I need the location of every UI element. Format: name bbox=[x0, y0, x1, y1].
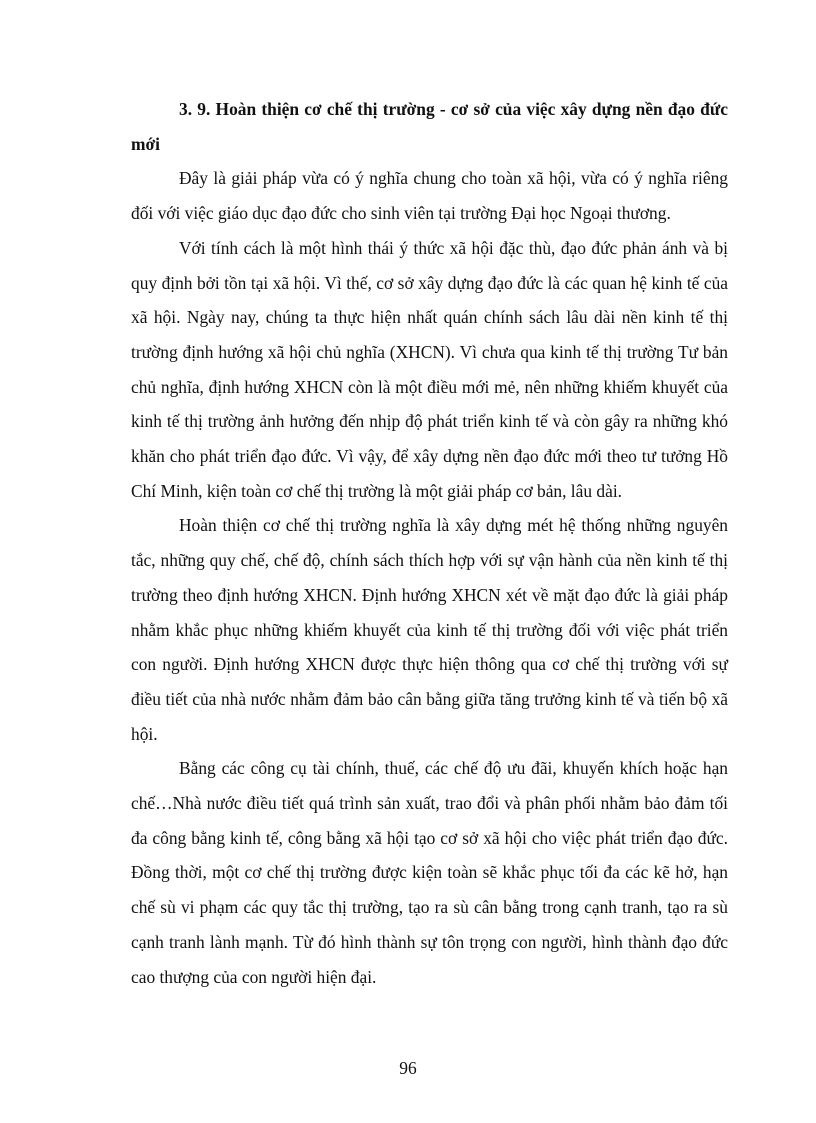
paragraph-4: Bằng các công cụ tài chính, thuế, các chế độ ưu đãi, khuyến khích hoặc hạn chế…Nhà nước điều tiết quá trình sản xuất, trao đổi và phân phối nhằm bảo đảm tối đa công bằng kinh tế, công bằng xã hội tạo cơ sở xã hội cho việc phát triển đạo đức. Đồng thời, một cơ chế thị trường được kiện toàn sẽ khắc phục tối đa các kẽ hở, hạn chế sù vi phạm các quy tắc thị trường, tạo ra sù cân bằng trong cạnh tranh, tạo ra sù cạnh tranh lành mạnh. Từ đó hình thành sự tôn trọng con người, hình thành đạo đức cao thượng của con người hiện đại. bbox=[131, 758, 728, 987]
paragraph-3: Hoàn thiện cơ chế thị trường nghĩa là xây dựng mét hệ thống những nguyên tắc, những quy chế, chế độ, chính sách thích hợp với sự vận hành của nền kinh tế thị trường theo định hướng XHCN. Định hướng XHCN xét về mặt đạo đức là giải pháp nhằm khắc phục những khiếm khuyết của kinh tế thị trường đối với việc phát triển con người. Định hướng XHCN được thực hiện thông qua cơ chế thị trường với sự điều tiết của nhà nước nhằm đảm bảo cân bằng giữa tăng trưởng kinh tế và tiến bộ xã hội. bbox=[131, 515, 728, 744]
section-heading: 3. 9. Hoàn thiện cơ chế thị trường - cơ sở của việc xây dựng nền đạo đức mới bbox=[131, 99, 728, 154]
document-body bbox=[131, 92, 728, 994]
paragraph-1: Đây là giải pháp vừa có ý nghĩa chung cho toàn xã hội, vừa có ý nghĩa riêng đối với việc giáo dục đạo đức cho sinh viên tại trường Đại học Ngoại thương. bbox=[131, 168, 728, 224]
page-number: 96 bbox=[399, 1058, 417, 1078]
paragraph-2: Với tính cách là một hình thái ý thức xã hội đặc thù, đạo đức phản ánh và bị quy định bởi tồn tại xã hội. Vì thế, cơ sở xây dựng đạo đức là các quan hệ kinh tế của xã hội. Ngày nay, chúng ta thực hiện nhất quán chính sách lâu dài nền kinh tế thị trường định hướng xã hội chủ nghĩa (XHCN). Vì chưa qua kinh tế thị trường Tư bản chủ nghĩa, định hướng XHCN còn là một điều mới mẻ, nên những khiếm khuyết của kinh tế thị trường ảnh hưởng đến nhịp độ phát triển kinh tế và còn gây ra những khó khăn cho phát triển đạo đức. Vì vậy, để xây dựng nền đạo đức mới theo tư tưởng Hồ Chí Minh, kiện toàn cơ chế thị trường là một giải pháp cơ bản, lâu dài. bbox=[131, 237, 728, 501]
